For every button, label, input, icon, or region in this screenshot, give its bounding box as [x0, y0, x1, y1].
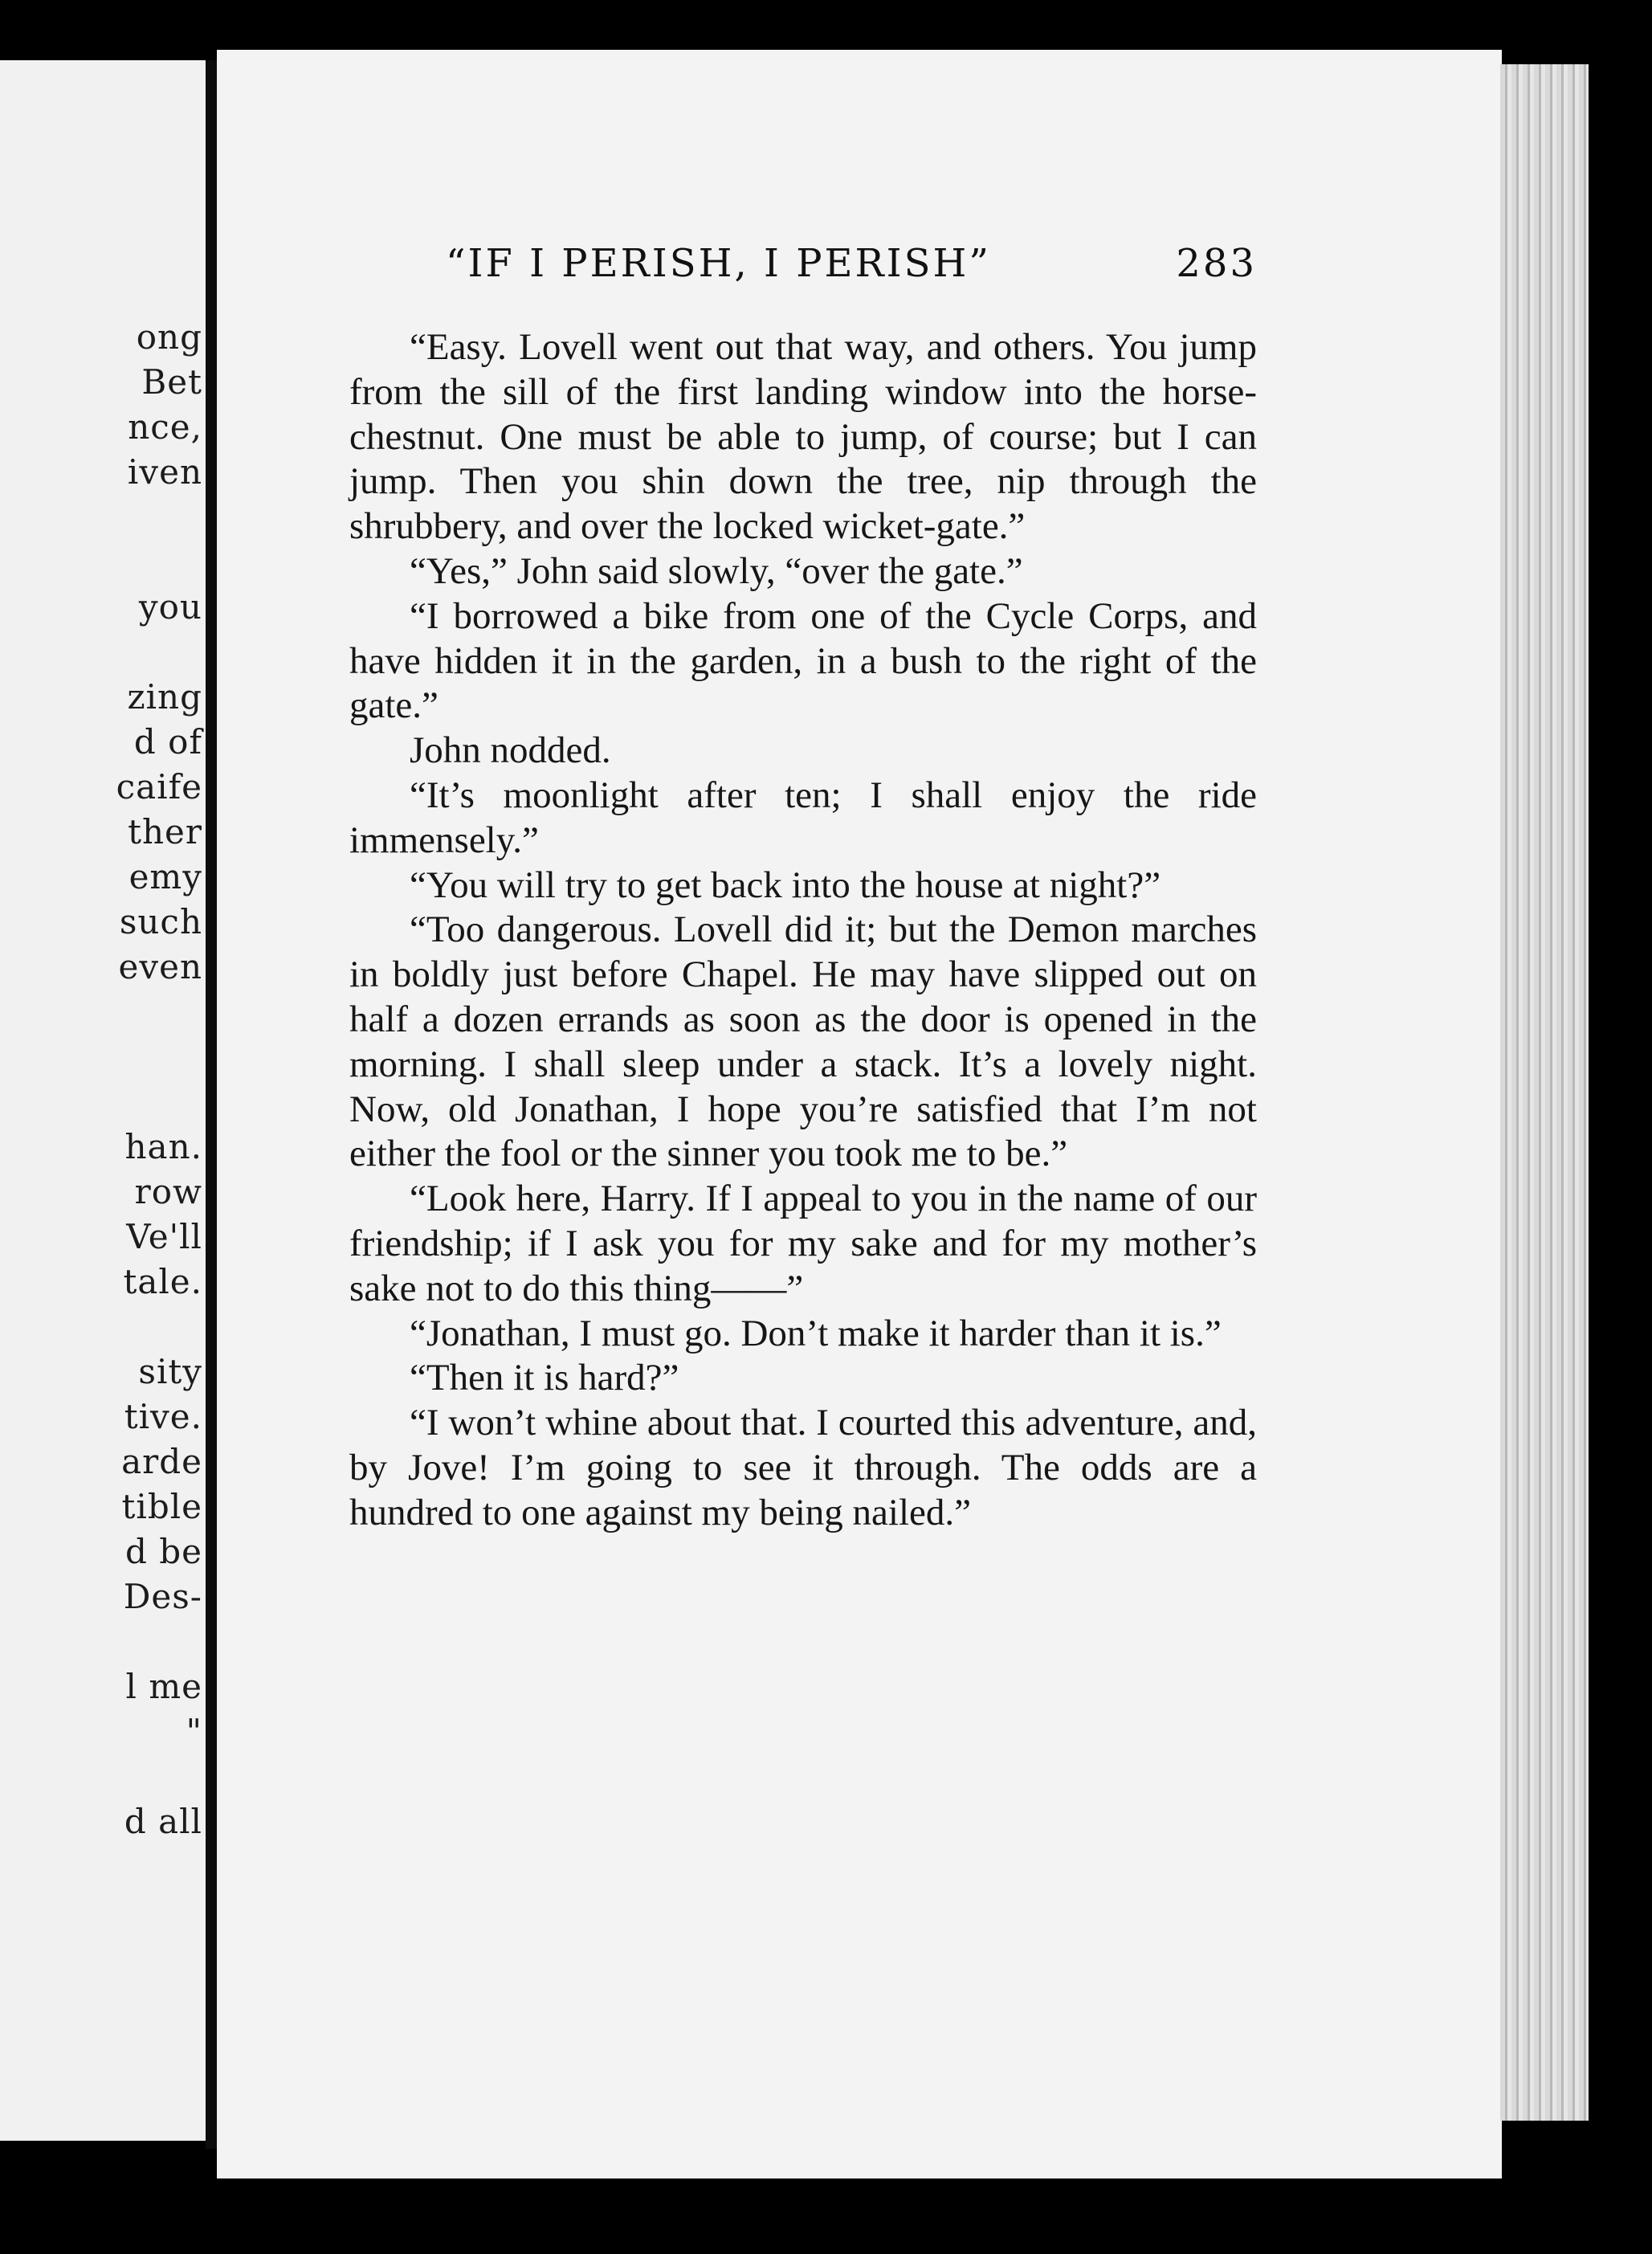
left-fragment: even — [118, 947, 202, 986]
left-fragment: row — [134, 1172, 202, 1211]
left-fragment: Des- — [123, 1577, 202, 1616]
left-fragment: emy — [128, 857, 202, 896]
paragraph: “You will try to get back into the house at night?” — [410, 864, 1161, 906]
paragraph: “It’s moonlight after ten; I shall enjoy the ride immensely.” — [349, 774, 1257, 861]
left-fragment: sity — [138, 1352, 202, 1391]
paragraph: “Jonathan, I must go. Don’t make it harder than it is.” — [410, 1312, 1222, 1354]
page-edges — [1500, 64, 1589, 2121]
left-fragment: arde — [121, 1442, 202, 1481]
book-gutter — [206, 60, 217, 2149]
paragraph: “I borrowed a bike from one of the Cycle Corps, and have hidden it in the garden, in a bush to the right of the gate.” — [349, 594, 1257, 727]
paragraph: John nodded. — [410, 729, 611, 772]
left-fragment: tale. — [123, 1262, 202, 1301]
paragraph: “I won’t whine about that. I courted this adventure, and, by Jove! I’m going to see it through. The odds are a hundred to one against my being nailed.” — [349, 1402, 1257, 1533]
left-fragment: han. — [124, 1127, 202, 1166]
body-text — [349, 325, 1257, 1536]
left-fragment: ong — [136, 317, 202, 357]
paragraph: “Yes,” John said slowly, “over the gate.” — [410, 549, 1023, 592]
left-fragment: d all — [124, 1802, 202, 1841]
left-fragment: nce, — [128, 407, 202, 447]
page-number: 283 — [1176, 241, 1257, 286]
left-fragment: you — [138, 587, 202, 627]
left-fragment: d of — [133, 722, 202, 762]
left-fragment: such — [119, 902, 202, 941]
left-fragment: caife — [116, 767, 202, 806]
left-fragment: ther — [128, 812, 202, 851]
left-fragment: d be — [125, 1532, 202, 1571]
paragraph: “Then it is hard?” — [410, 1357, 679, 1399]
left-fragment: iven — [127, 452, 202, 492]
left-page — [0, 60, 210, 2141]
left-fragment: " — [186, 1712, 202, 1751]
left-fragment: zing — [127, 677, 202, 717]
left-fragment: Ve'll — [126, 1217, 202, 1256]
paragraph: “Too dangerous. Lovell did it; but the Demon marches in boldly just before Chapel. He may have slipped out on half a dozen errands as soon as the door is opened in the morning. I shall sleep under a stack. It’s a lovely night. Now, old Jonathan, I hope you’re satisfied that I’m not either the fool or the sinner you took me to be.” — [349, 909, 1257, 1175]
left-fragment: l me — [125, 1667, 202, 1706]
chapter-title: “IF I PERISH, I PERISH” — [446, 241, 991, 286]
left-fragment: tive. — [124, 1397, 202, 1436]
paragraph: “Look here, Harry. If I appeal to you in the name of our friendship; if I ask you for my sake and for my mother’s sake not to do this thing——” — [349, 1178, 1257, 1309]
paragraph: “Easy. Lovell went out that way, and others. You jump from the sill of the first landing window into the horse-chestnut. One must be able to jump, of course; but I can jump. Then you shin down the tree, nip through the shrubbery, and over the locked wicket-gate.” — [349, 326, 1257, 548]
left-fragment: Bet — [141, 362, 202, 402]
left-fragment: tible — [121, 1487, 202, 1526]
running-head — [446, 241, 1257, 286]
